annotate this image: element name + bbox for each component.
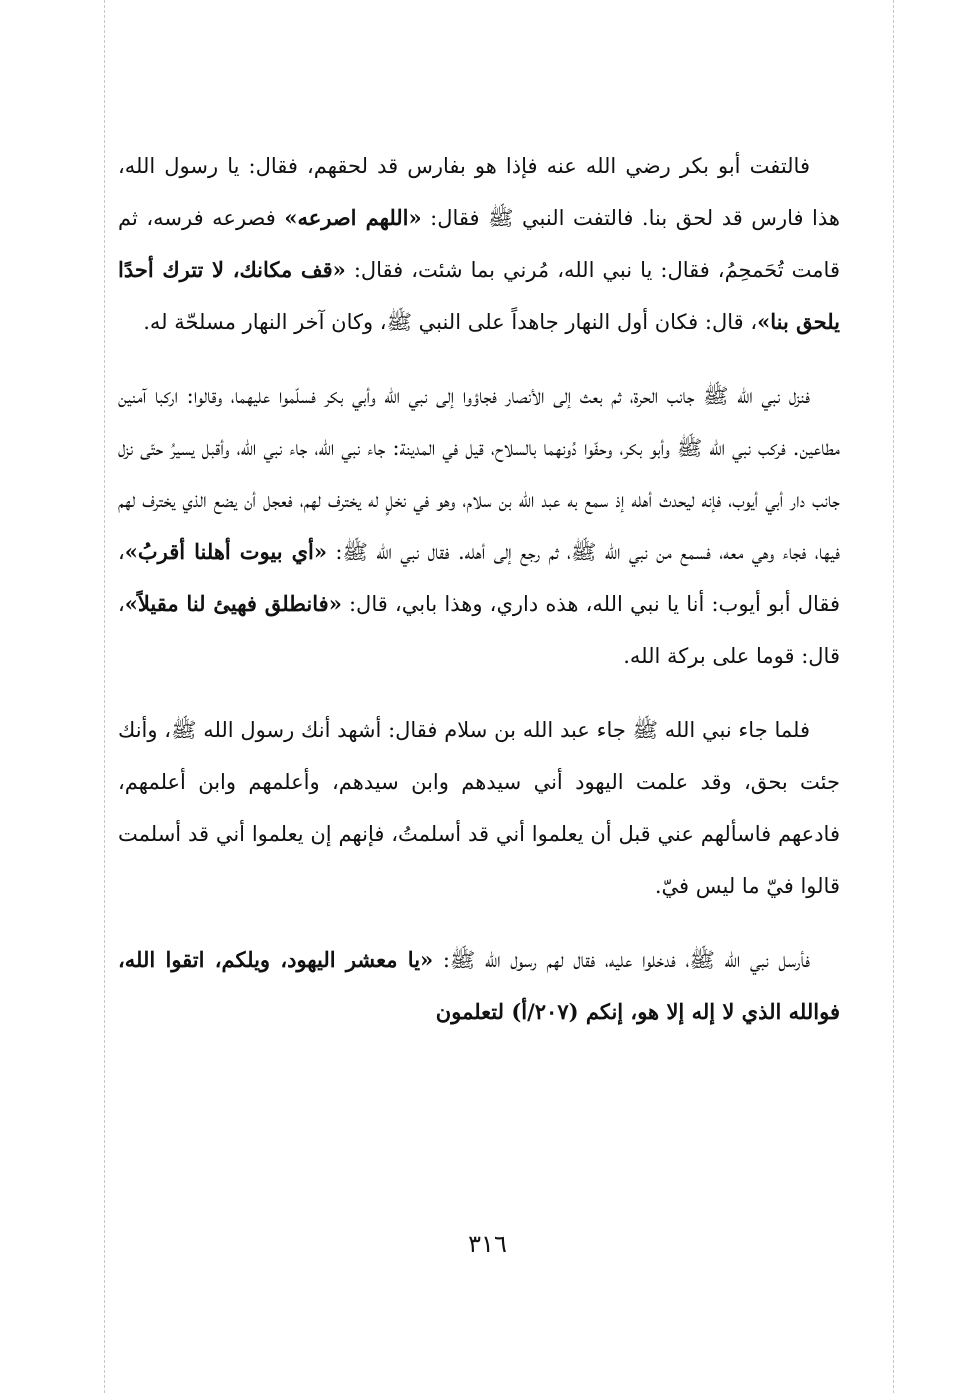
quote-bold: «يا معشر اليهود، ويلكم، اتقوا الله، فوالله الذي لا إله إلا هو، إنكم (٢٠٧/أ) لتعلمون bbox=[118, 947, 840, 1024]
quote-bold: «أي بيوت أهلنا أقربُ» bbox=[124, 539, 327, 564]
quote-bold: «اللهم اصرعه» bbox=[284, 205, 422, 230]
text-run: ، قال: فكان أول النهار جاهداً على النبي ﷺ، وكان آخر النهار مسلحّة له. bbox=[143, 310, 758, 334]
paragraph bbox=[118, 934, 840, 1038]
text-run: ، قال: قوما على بركة الله. bbox=[118, 592, 840, 668]
text-run: ، فقال أبو أيوب: أنا يا نبي الله، هذه داري، وهذا بابي، قال: bbox=[118, 540, 841, 616]
page-number: ٣١٦ bbox=[468, 1230, 507, 1258]
paragraph bbox=[118, 704, 840, 912]
paragraph bbox=[118, 370, 840, 682]
text-run: فالتفت أبو بكر رضي الله عنه فإذا هو بفارس قد لحقهم، فقال: يا رسول الله، هذا فارس قد لحق بنا. فالتفت النبي ﷺ فقال: bbox=[118, 154, 840, 230]
quote-bold: «فانطلق فهيئ لنا مقيلاً» bbox=[124, 591, 342, 616]
text-run: فصرعه فرسه، ثم قامت تُحَمحِمُ، فقال: يا نبي الله، مُرني بما شئت، فقال: bbox=[118, 206, 840, 282]
text-run: فأرسل نبي الله ﷺ، فدخلوا عليه، فقال لهم رسول الله ﷺ: bbox=[433, 948, 810, 972]
margin-guide-right bbox=[893, 0, 894, 1393]
paragraph bbox=[118, 140, 840, 348]
margin-guide-left bbox=[104, 0, 105, 1393]
text-run: فلما جاء نبي الله ﷺ جاء عبد الله بن سلام فقال: أشهد أنك رسول الله ﷺ، وأنك جئت بحق، وقد علمت اليهود أني سيدهم وابن سيدهم، وأعلمهم وابن أعلمهم، فادعهم فاسألهم عني قبل أن يعلموا أني قد أسلمتُ، فإنهم إن يعلموا أني قد أسلمت قالوا فيّ ما ليس فيّ. bbox=[118, 718, 840, 898]
text-run: فنزل نبي الله ﷺ جانب الحرة، ثم بعث إلى الأنصار فجاؤوا إلى نبي الله وأبي بكر فسلّموا عليهما، وقالوا: اركبا آمنين مطاعين. فركب نبي الله ﷺ وأبو بكر، وحفّوا دُونهما بالسلاح، قيل في المدينة: جاء نبي الله، جاء نبي الله، وأقبل يسيرُ حتّى نزل جانب دار أبي أيوب، فإنه ليحدث أهله إذ سمع به عبد الله بن سلام، وهو في نخلٍ له يخترف لهم، فعجل أن يضع الذي يخترف لهم فيها، فجاء وهي معه، فسمع من نبي الله ﷺ، ثم رجع إلى أهله. فقال نبي الله ﷺ: bbox=[118, 384, 840, 564]
body-text bbox=[118, 140, 840, 1060]
quote-bold: «قف مكانك، لا تترك أحدًا يلحق بنا» bbox=[118, 257, 840, 334]
